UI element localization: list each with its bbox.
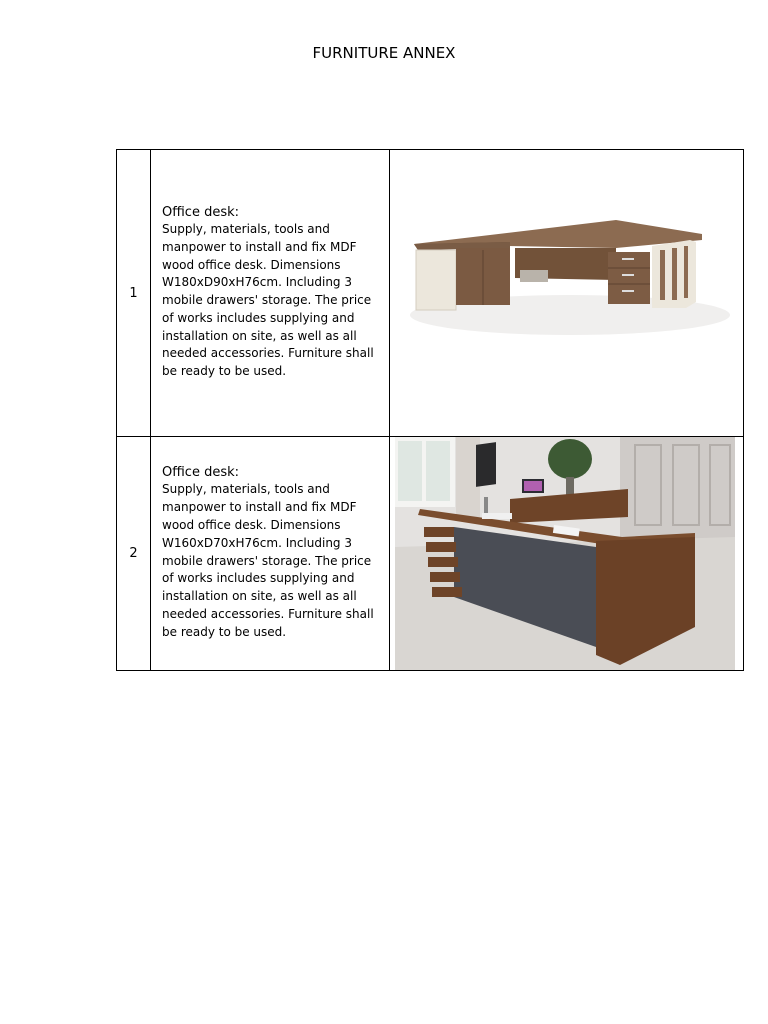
item-image-cell: [390, 150, 744, 437]
l-shaped-office-desk-photo: [390, 150, 743, 436]
executive-office-desk-photo: [390, 437, 743, 670]
item-number: 2: [117, 437, 151, 671]
table-row: [117, 150, 744, 437]
item-name: Office desk:: [162, 204, 240, 220]
item-image-cell: [390, 437, 744, 671]
item-description: Supply, materials, tools and manpower to install and fix MDF wood office desk. Dimensions W180xD90xH76cm. Including 3 mobile drawers' storage. The price of works includes supplying and installation on site, as well as all needed accessories. Furniture shall be ready to be used.: [162, 221, 374, 379]
item-description: Supply, materials, tools and manpower to install and fix MDF wood office desk. Dimensions W160xD70xH76cm. Including 3 mobile drawers' storage. The price of works includes supplying and installation on site, as well as all needed accessories. Furniture shall be ready to be used.: [162, 482, 374, 639]
item-number: 1: [117, 150, 151, 437]
item-name: Office desk:: [162, 465, 240, 481]
item-description-cell: [151, 437, 390, 671]
document-title: FURNITURE ANNEX: [312, 44, 456, 62]
table-row: [117, 437, 744, 671]
furniture-table: [116, 149, 744, 671]
item-description-cell: [151, 150, 390, 437]
